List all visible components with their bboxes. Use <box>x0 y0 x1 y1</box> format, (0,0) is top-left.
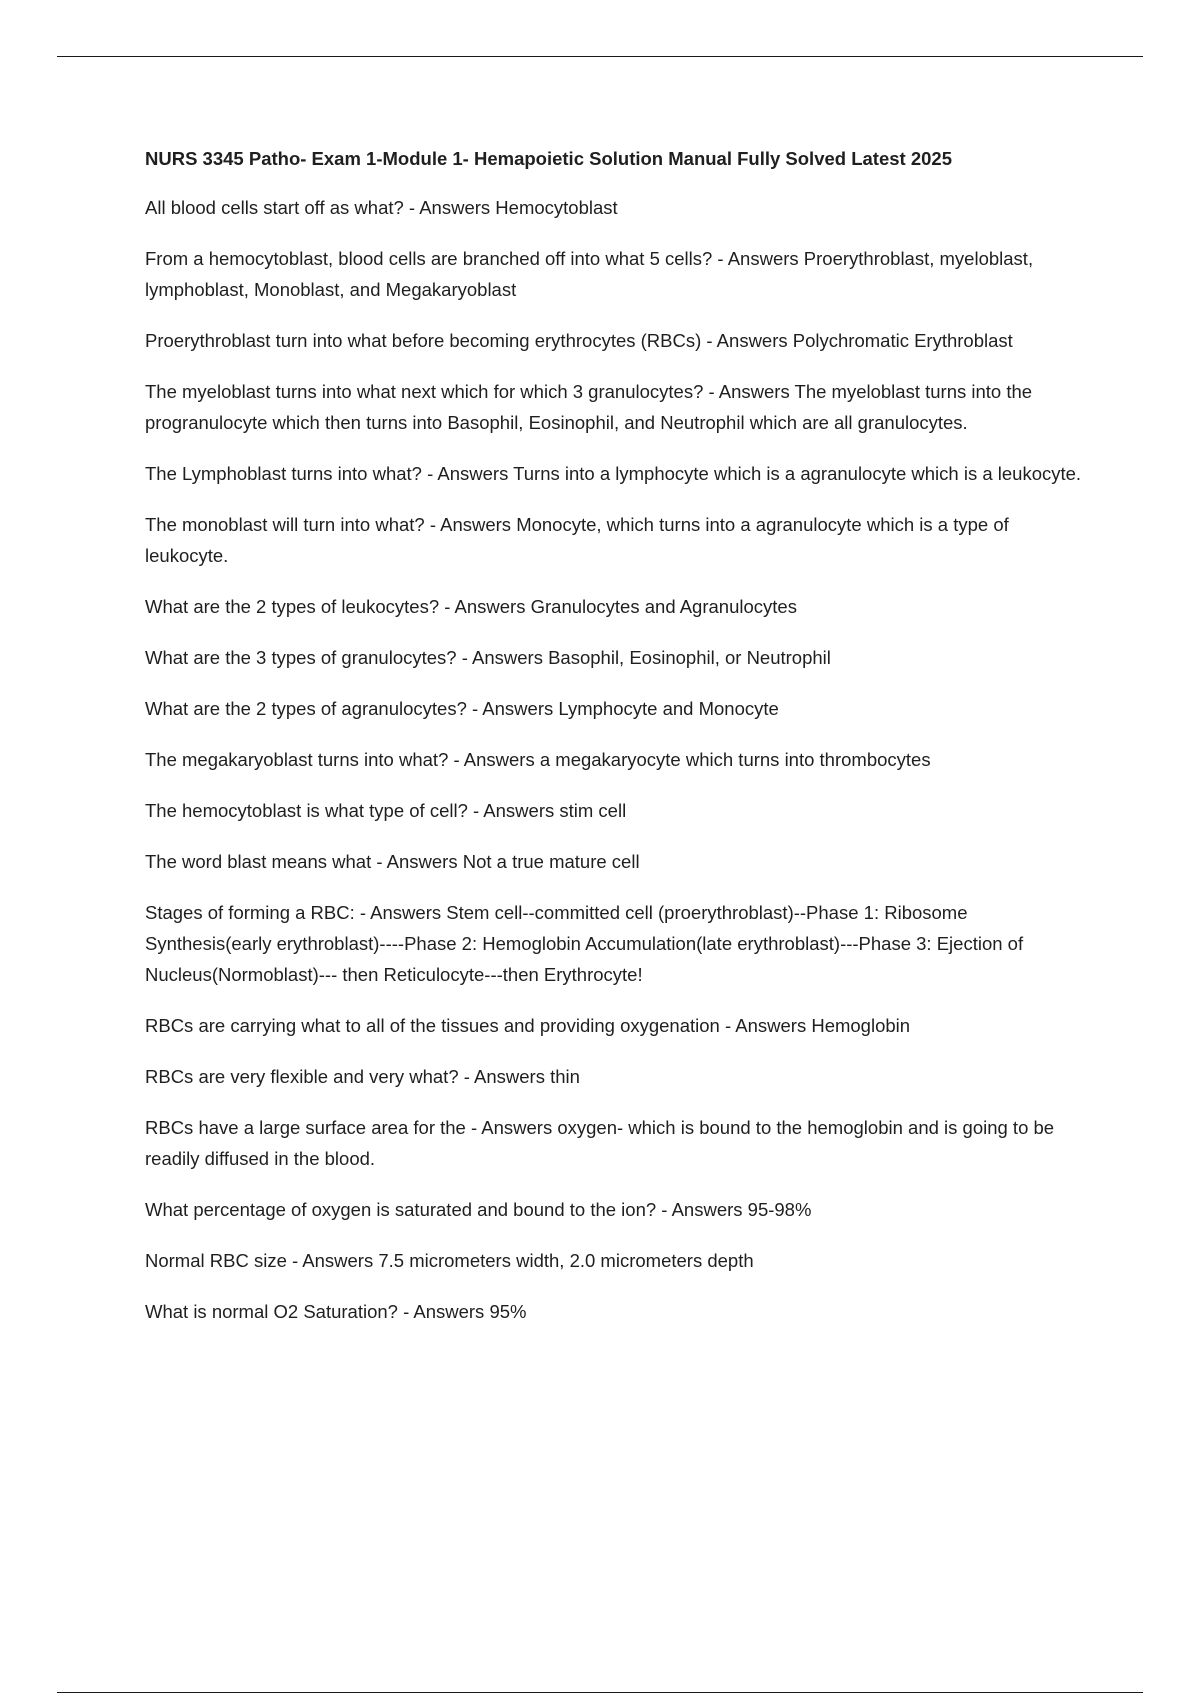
qa-item: What are the 2 types of agranulocytes? - Answers Lymphocyte and Monocyte <box>145 698 779 719</box>
qa-item: RBCs are very flexible and very what? - Answers thin <box>145 1066 580 1087</box>
qa-item: From a hemocytoblast, blood cells are branched off into what 5 cells? - Answers Proerythroblast, myeloblast, lymphoblast, Monoblast, and Megakaryoblast <box>145 248 1034 300</box>
qa-item: The monoblast will turn into what? - Answers Monocyte, which turns into a agranulocyte which is a type of leukocyte. <box>145 514 1009 566</box>
qa-item: Stages of forming a RBC: - Answers Stem cell--committed cell (proerythroblast)--Phase 1: Ribosome Synthesis(early erythroblast)----Phase 2: Hemoglobin Accumulation(late erythroblast)---Phase 3: Ejection of Nucleus(Normoblast)--- then Reticulocyte---then Erythrocyte! <box>145 902 1024 985</box>
bottom-rule <box>57 1692 1143 1693</box>
qa-item: The myeloblast turns into what next which for which 3 granulocytes? - Answers The myeloblast turns into the progranulocyte which then turns into Basophil, Eosinophil, and Neutrophil which are all granulocytes. <box>145 381 1033 433</box>
qa-item: The megakaryoblast turns into what? - Answers a megakaryocyte which turns into thrombocytes <box>145 749 931 770</box>
qa-item: All blood cells start off as what? - Answers Hemocytoblast <box>145 197 618 218</box>
qa-item: Proerythroblast turn into what before becoming erythrocytes (RBCs) - Answers Polychromatic Erythroblast <box>145 330 1013 351</box>
qa-item: The word blast means what - Answers Not a true mature cell <box>145 851 640 872</box>
qa-item: RBCs are carrying what to all of the tissues and providing oxygenation - Answers Hemoglobin <box>145 1015 911 1036</box>
qa-item: What are the 3 types of granulocytes? - Answers Basophil, Eosinophil, or Neutrophil <box>145 647 831 668</box>
qa-item: What percentage of oxygen is saturated and bound to the ion? - Answers 95-98% <box>145 1199 812 1220</box>
qa-item: Normal RBC size - Answers 7.5 micrometers width, 2.0 micrometers depth <box>145 1250 754 1271</box>
document-body <box>145 146 1085 1347</box>
qa-item: The Lymphoblast turns into what? - Answers Turns into a lymphocyte which is a agranulocyte which is a leukocyte. <box>145 463 1082 484</box>
qa-item: RBCs have a large surface area for the - Answers oxygen- which is bound to the hemoglobin and is going to be readily diffused in the blood. <box>145 1117 1055 1169</box>
top-rule <box>57 56 1143 57</box>
document-title: NURS 3345 Patho- Exam 1-Module 1- Hemapoietic Solution Manual Fully Solved Latest 2025 <box>145 148 952 169</box>
qa-item: What are the 2 types of leukocytes? - Answers Granulocytes and Agranulocytes <box>145 596 797 617</box>
qa-item: What is normal O2 Saturation? - Answers 95% <box>145 1301 527 1322</box>
qa-item: The hemocytoblast is what type of cell? - Answers stim cell <box>145 800 627 821</box>
